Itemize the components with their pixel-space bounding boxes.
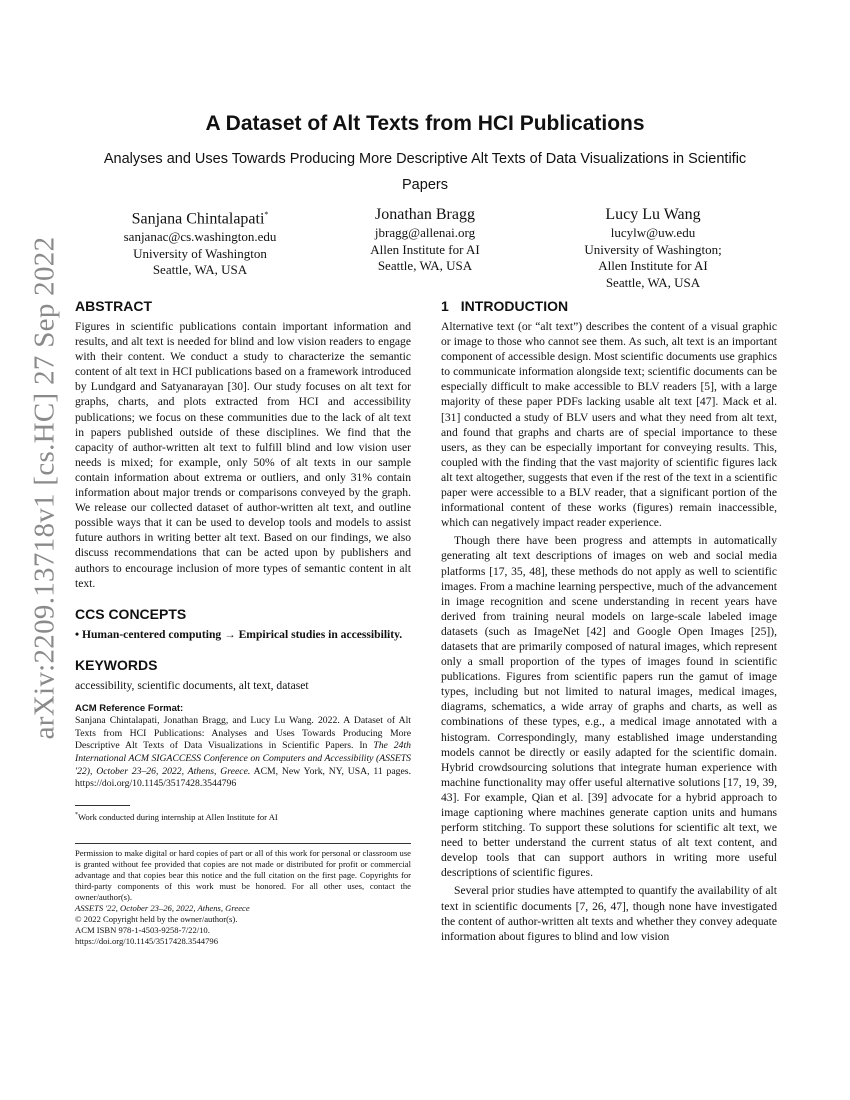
doi-line: https://doi.org/10.1145/3517428.3544796: [75, 935, 218, 946]
reference-format-heading: ACM Reference Format:: [75, 702, 184, 714]
intro-paragraph: Alternative text (or “alt text”) describes the content of a visual graphic or image to those who cannot see them. As such, alt text is an important component of accessible design. Most scientific documents use graphics to communicate information alongside text; scientific documents can be especially difficult to make accessible to BLV readers [5], with a large majority of these paper PDFs lacking usable alt text [47]. Mack et al. [31] conducted a study of BLV users and what they need from alt text, and found that graphs and charts are of special importance to these users, as they can be especially important for conveying results. This, coupled with the finding that the vast majority of scientific figures lack alt text altogether, suggests that even if the rest of the text in a scientific paper were accessible to a BLV reader, that a significant portion of the informational content of these works (figures) remain inaccessible, which can negatively impact reader experience.: [441, 320, 777, 530]
author-location: Seattle, WA, USA: [605, 274, 701, 290]
isbn-line: ACM ISBN 978-1-4503-9258-7/22/10.: [75, 924, 210, 935]
introduction-heading: 1 INTRODUCTION: [441, 298, 569, 314]
keywords-heading: KEYWORDS: [75, 656, 158, 673]
author-email: sanjanac@cs.washington.edu: [123, 229, 277, 245]
permission-notice: Permission to make digital or hard copies of part or all of this work for personal or classroom use is granted without fee provided that copies are not made or distributed for profit or commercial advantage and that copies bear this notice and the full citation on the first page. Copyrights for third-party components of this work must be honored. For all other uses, contact the owner/author(s).: [75, 847, 411, 902]
author-name: Jonathan Bragg: [375, 206, 475, 223]
author-email: lucylw@uw.edu: [610, 225, 696, 240]
ccs-text: • Human-centered computing → Empirical studies in accessibility.: [75, 627, 403, 641]
author-affiliation: University of Washington;: [584, 241, 722, 257]
arxiv-stamp-text: arXiv:2209.13718v1 [cs.HC] 27 Sep 2022: [28, 236, 61, 739]
author-affiliation: Allen Institute for AI: [598, 258, 708, 273]
left-column: [75, 298, 411, 947]
author-location: Seattle, WA, USA: [377, 258, 473, 273]
intro-paragraph: Though there have been progress and attempts in automatically generating alt text descriptions of images on web and social media platforms [17, 35, 48], these methods do not apply as well to scientific images. From a machine learning perspective, much of the advancement in image recognition and scene understanding in recent years have derived from training neural models on large-scale labeled image datasets (such as ImageNet [42] and Google Open Images [25]), datasets that are primarily composed of natural images, which represent only a small proportion of the types of images found in scientific publications. Figures from scientific papers run the gamut of image types, including but not limited to natural images, medical images, diagrams, schematics, a wide array of graphs and charts, as well as combinations of these types, e.g., a medical image annotated with a histogram. Correspondingly, many established image understanding models cannot be directly or easily adapted for the scientific domain. Hybrid crowdsourcing solutions that integrate human experience with machine functionality may offer useful alternative solutions [17, 19, 39, 43]. For example, Qian et al. [39] advocate for a hybrid approach to image captioning where machines generate caption units and humans perform stitching. To support these solutions for scientific alt text, we need to better understand the current status of alt text content, and develop tools that can support authors in writing more useful descriptions of scientific figures.: [441, 534, 777, 880]
venue-line: ASSETS '22, October 23–26, 2022, Athens, Greece: [75, 902, 250, 913]
paper-title: A Dataset of Alt Texts from HCI Publications: [205, 112, 645, 135]
right-column: [441, 298, 777, 944]
author-affiliation: University of Washington: [133, 245, 267, 261]
author-email: jbragg@allenai.org: [374, 225, 476, 240]
author-block: [553, 204, 753, 291]
author-location: Seattle, WA, USA: [152, 262, 248, 278]
keywords-text: accessibility, scientific documents, alt text, dataset: [75, 678, 309, 692]
author-affiliation: Allen Institute for AI: [370, 241, 480, 257]
reference-format-text: Sanjana Chintalapati, Jonathan Bragg, and Lucy Lu Wang. 2022. A Dataset of Alt Texts from HCI Publications: Analyses and Uses Towards Producing More Descriptive Alt Texts of Data Visualizations in Scientific Papers. In The 24th International ACM SIGACCESS Conference on Computers and Accessibility (ASSETS '22), October 23–26, 2022, Athens, Greece. ACM, New York, NY, USA, 11 pages. https://doi.org/10.1145/3517428.3544796: [75, 714, 411, 790]
abstract-text: Figures in scientific publications contain important information and results, and alt text is needed for blind and low vision readers to engage with their content. We conduct a study to characterize the semantic content of alt text in HCI publications based on a framework introduced by Lundgard and Satyanarayan [30]. Our study focuses on alt text for graphs, charts, and plots extracted from HCI and accessibility publications; we focus on these communities due to the lack of alt text in papers published outside of these disciplines. We find that the capacity of author-written alt text to fulfill blind and low vision user needs is mixed; for example, only 50% of alt texts in our sample contain information about extrema or outliers, and only 31% contain information about major trends or comparisons conveyed by the graph. We release our collected dataset of author-written alt text, and outline possible ways that it can be used to develop tools and models to assist future authors in writing better alt text. Based on our findings, we also discuss recommendations that can be acted upon by publishers and authors to encourage inclusion of more types of semantic content in alt text.: [75, 320, 411, 590]
footnote: *Work conducted during internship at Allen Institute for AI: [75, 811, 278, 822]
abstract-heading: ABSTRACT: [75, 298, 152, 314]
author-name: Sanjana Chintalapati*: [131, 210, 269, 228]
paper-subtitle: Analyses and Uses Towards Producing More Descriptive Alt Texts of Data Visualizations in Scientific Papers: [103, 151, 747, 193]
permission-divider: [75, 843, 411, 844]
intro-paragraph: Several prior studies have attempted to quantify the availability of alt text in scientific documents [7, 26, 47], though none have investigated the content of author-written alt texts and whether they convey adequate information about figures to blind and low vision: [441, 884, 777, 943]
footnote-divider: [75, 805, 130, 806]
author-block: [325, 204, 525, 275]
copyright-line: © 2022 Copyright held by the owner/author(s).: [75, 913, 238, 924]
ccs-heading: CCS CONCEPTS: [75, 605, 187, 622]
arxiv-stamp: [20, 236, 70, 739]
author-block: [100, 204, 300, 279]
author-name: Lucy Lu Wang: [605, 206, 701, 223]
